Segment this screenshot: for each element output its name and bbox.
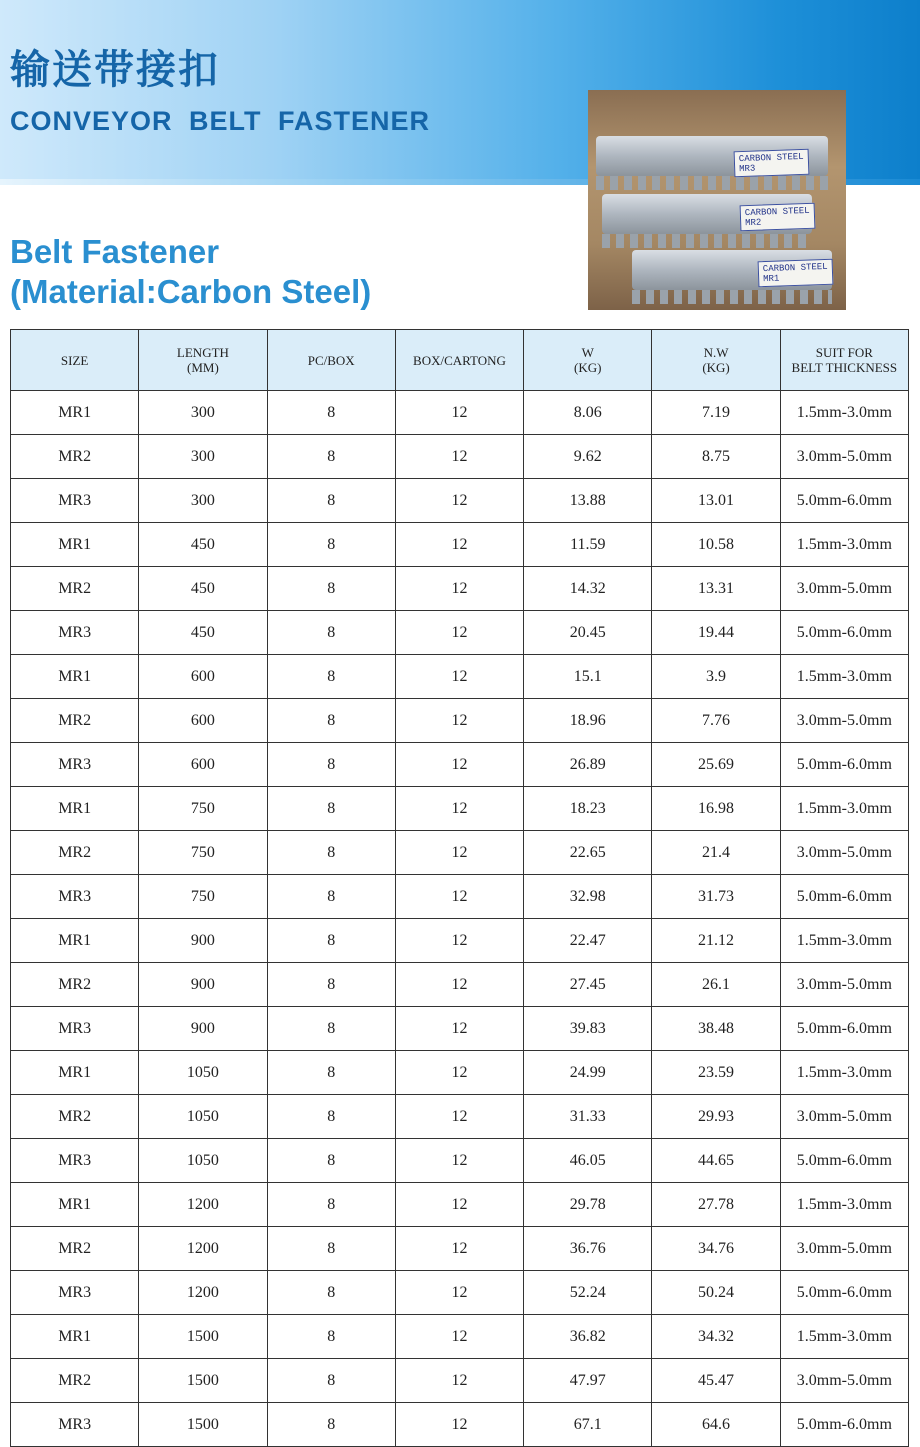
net-weight-cell: 23.59 [652,1051,780,1095]
weight-cell: 31.33 [524,1095,652,1139]
size-cell: MR1 [11,655,139,699]
net-weight-cell: 29.93 [652,1095,780,1139]
header-length: LENGTH (MM) [139,330,267,391]
size-cell: MR2 [11,1227,139,1271]
length-cell: 300 [139,391,267,435]
thickness-cell: 5.0mm-6.0mm [780,611,908,655]
thickness-cell: 1.5mm-3.0mm [780,523,908,567]
table-row [11,1359,909,1403]
thickness-cell: 1.5mm-3.0mm [780,655,908,699]
table-row [11,435,909,479]
section-title-line1: Belt Fastener [10,233,220,270]
length-cell: 1500 [139,1403,267,1447]
header-belt-thickness: SUIT FOR BELT THICKNESS [780,330,908,391]
thickness-cell: 3.0mm-5.0mm [780,1227,908,1271]
box-carton-cell: 12 [395,699,523,743]
thickness-cell: 3.0mm-5.0mm [780,435,908,479]
table-row [11,479,909,523]
size-cell: MR1 [11,391,139,435]
table-row [11,1271,909,1315]
pc-box-cell: 8 [267,1183,395,1227]
pc-box-cell: 8 [267,1403,395,1447]
size-cell: MR1 [11,523,139,567]
pc-box-cell: 8 [267,611,395,655]
weight-cell: 22.65 [524,831,652,875]
net-weight-cell: 8.75 [652,435,780,479]
label-tag-mr3: CARBON STEEL MR3 [734,149,810,178]
pc-box-cell: 8 [267,523,395,567]
header-net-weight: N.W (KG) [652,330,780,391]
size-cell: MR2 [11,699,139,743]
weight-cell: 11.59 [524,523,652,567]
box-carton-cell: 12 [395,1271,523,1315]
thickness-cell: 5.0mm-6.0mm [780,479,908,523]
pc-box-cell: 8 [267,435,395,479]
box-carton-cell: 12 [395,1007,523,1051]
weight-cell: 67.1 [524,1403,652,1447]
pc-box-cell: 8 [267,699,395,743]
page-title-chinese: 输送带接扣 [10,47,220,93]
length-cell: 750 [139,787,267,831]
size-cell: MR2 [11,1095,139,1139]
pc-box-cell: 8 [267,1007,395,1051]
box-carton-cell: 12 [395,787,523,831]
table-row [11,655,909,699]
weight-cell: 46.05 [524,1139,652,1183]
box-carton-cell: 12 [395,567,523,611]
product-photo [588,90,846,310]
label-tag-mr1: CARBON STEEL MR1 [758,259,834,288]
size-cell: MR1 [11,1051,139,1095]
net-weight-cell: 13.31 [652,567,780,611]
length-cell: 1050 [139,1095,267,1139]
pc-box-cell: 8 [267,391,395,435]
box-carton-cell: 12 [395,743,523,787]
box-carton-cell: 12 [395,523,523,567]
size-cell: MR2 [11,435,139,479]
pc-box-cell: 8 [267,479,395,523]
box-carton-cell: 12 [395,1139,523,1183]
net-weight-cell: 38.48 [652,1007,780,1051]
section-title-line2: (Material:Carbon Steel) [10,273,372,310]
net-weight-cell: 31.73 [652,875,780,919]
box-carton-cell: 12 [395,1227,523,1271]
pc-box-cell: 8 [267,1359,395,1403]
box-carton-cell: 12 [395,611,523,655]
box-carton-cell: 12 [395,1183,523,1227]
thickness-cell: 5.0mm-6.0mm [780,1271,908,1315]
table-row [11,919,909,963]
label-tag-mr2: CARBON STEEL MR2 [740,203,816,232]
pc-box-cell: 8 [267,1227,395,1271]
thickness-cell: 1.5mm-3.0mm [780,1183,908,1227]
size-cell: MR3 [11,743,139,787]
net-weight-cell: 7.19 [652,391,780,435]
weight-cell: 8.06 [524,391,652,435]
length-cell: 1200 [139,1227,267,1271]
pc-box-cell: 8 [267,1051,395,1095]
thickness-cell: 3.0mm-5.0mm [780,567,908,611]
size-cell: MR2 [11,963,139,1007]
table-row [11,1051,909,1095]
weight-cell: 9.62 [524,435,652,479]
pc-box-cell: 8 [267,875,395,919]
length-cell: 900 [139,919,267,963]
weight-cell: 39.83 [524,1007,652,1051]
pc-box-cell: 8 [267,963,395,1007]
length-cell: 1500 [139,1315,267,1359]
pc-box-cell: 8 [267,1095,395,1139]
length-cell: 600 [139,655,267,699]
table-body [11,391,909,1447]
length-cell: 1500 [139,1359,267,1403]
pc-box-cell: 8 [267,743,395,787]
size-cell: MR1 [11,1315,139,1359]
table-row [11,611,909,655]
net-weight-cell: 3.9 [652,655,780,699]
size-cell: MR3 [11,611,139,655]
pc-box-cell: 8 [267,1315,395,1359]
header-weight: W (KG) [524,330,652,391]
thickness-cell: 1.5mm-3.0mm [780,1051,908,1095]
pc-box-cell: 8 [267,567,395,611]
thickness-cell: 5.0mm-6.0mm [780,1139,908,1183]
size-cell: MR2 [11,831,139,875]
thickness-cell: 1.5mm-3.0mm [780,391,908,435]
length-cell: 900 [139,963,267,1007]
spec-table [10,329,909,1447]
table-header-row [11,330,909,391]
net-weight-cell: 10.58 [652,523,780,567]
net-weight-cell: 26.1 [652,963,780,1007]
thickness-cell: 3.0mm-5.0mm [780,1359,908,1403]
size-cell: MR3 [11,1403,139,1447]
thickness-cell: 1.5mm-3.0mm [780,919,908,963]
weight-cell: 22.47 [524,919,652,963]
weight-cell: 18.23 [524,787,652,831]
size-cell: MR1 [11,1183,139,1227]
section-title [10,232,371,312]
box-carton-cell: 12 [395,479,523,523]
thickness-cell: 5.0mm-6.0mm [780,1007,908,1051]
thickness-cell: 5.0mm-6.0mm [780,875,908,919]
thickness-cell: 3.0mm-5.0mm [780,1095,908,1139]
table-row [11,1095,909,1139]
box-carton-cell: 12 [395,1403,523,1447]
header-pc-box: PC/BOX [267,330,395,391]
thickness-cell: 3.0mm-5.0mm [780,831,908,875]
net-weight-cell: 16.98 [652,787,780,831]
size-cell: MR3 [11,875,139,919]
weight-cell: 13.88 [524,479,652,523]
weight-cell: 52.24 [524,1271,652,1315]
box-carton-cell: 12 [395,1315,523,1359]
box-carton-cell: 12 [395,963,523,1007]
net-weight-cell: 21.4 [652,831,780,875]
net-weight-cell: 21.12 [652,919,780,963]
net-weight-cell: 25.69 [652,743,780,787]
size-cell: MR3 [11,1007,139,1051]
length-cell: 600 [139,743,267,787]
thickness-cell: 1.5mm-3.0mm [780,787,908,831]
length-cell: 750 [139,875,267,919]
length-cell: 1200 [139,1271,267,1315]
length-cell: 450 [139,523,267,567]
size-cell: MR1 [11,919,139,963]
box-carton-cell: 12 [395,435,523,479]
net-weight-cell: 7.76 [652,699,780,743]
net-weight-cell: 44.65 [652,1139,780,1183]
table-row [11,963,909,1007]
pc-box-cell: 8 [267,1139,395,1183]
pc-box-cell: 8 [267,655,395,699]
table-row [11,1139,909,1183]
page-title-english: CONVEYOR BELT FASTENER [10,106,431,136]
length-cell: 1200 [139,1183,267,1227]
pc-box-cell: 8 [267,787,395,831]
weight-cell: 15.1 [524,655,652,699]
size-cell: MR2 [11,567,139,611]
thickness-cell: 3.0mm-5.0mm [780,699,908,743]
length-cell: 450 [139,611,267,655]
net-weight-cell: 19.44 [652,611,780,655]
weight-cell: 18.96 [524,699,652,743]
table-row [11,831,909,875]
table-row [11,523,909,567]
table-row [11,875,909,919]
pc-box-cell: 8 [267,831,395,875]
length-cell: 750 [139,831,267,875]
length-cell: 1050 [139,1139,267,1183]
size-cell: MR2 [11,1359,139,1403]
table-row [11,391,909,435]
weight-cell: 24.99 [524,1051,652,1095]
box-carton-cell: 12 [395,391,523,435]
table-row [11,1007,909,1051]
weight-cell: 20.45 [524,611,652,655]
size-cell: MR3 [11,479,139,523]
weight-cell: 36.76 [524,1227,652,1271]
table-row [11,1403,909,1447]
length-cell: 1050 [139,1051,267,1095]
weight-cell: 32.98 [524,875,652,919]
box-carton-cell: 12 [395,1051,523,1095]
table-row [11,787,909,831]
net-weight-cell: 27.78 [652,1183,780,1227]
weight-cell: 26.89 [524,743,652,787]
weight-cell: 47.97 [524,1359,652,1403]
pc-box-cell: 8 [267,919,395,963]
box-carton-cell: 12 [395,919,523,963]
size-cell: MR3 [11,1139,139,1183]
table-row [11,567,909,611]
net-weight-cell: 64.6 [652,1403,780,1447]
net-weight-cell: 13.01 [652,479,780,523]
table-row [11,1315,909,1359]
length-cell: 450 [139,567,267,611]
pc-box-cell: 8 [267,1271,395,1315]
box-carton-cell: 12 [395,831,523,875]
box-carton-cell: 12 [395,1359,523,1403]
net-weight-cell: 34.76 [652,1227,780,1271]
header-size: SIZE [11,330,139,391]
box-carton-cell: 12 [395,1095,523,1139]
thickness-cell: 5.0mm-6.0mm [780,743,908,787]
thickness-cell: 1.5mm-3.0mm [780,1315,908,1359]
size-cell: MR3 [11,1271,139,1315]
box-carton-cell: 12 [395,875,523,919]
header-box-carton: BOX/CARTONG [395,330,523,391]
weight-cell: 36.82 [524,1315,652,1359]
net-weight-cell: 50.24 [652,1271,780,1315]
length-cell: 300 [139,435,267,479]
length-cell: 900 [139,1007,267,1051]
table-row [11,743,909,787]
thickness-cell: 3.0mm-5.0mm [780,963,908,1007]
length-cell: 600 [139,699,267,743]
net-weight-cell: 34.32 [652,1315,780,1359]
thickness-cell: 5.0mm-6.0mm [780,1403,908,1447]
weight-cell: 27.45 [524,963,652,1007]
length-cell: 300 [139,479,267,523]
weight-cell: 14.32 [524,567,652,611]
net-weight-cell: 45.47 [652,1359,780,1403]
box-carton-cell: 12 [395,655,523,699]
weight-cell: 29.78 [524,1183,652,1227]
table-row [11,1227,909,1271]
table-row [11,1183,909,1227]
size-cell: MR1 [11,787,139,831]
table-row [11,699,909,743]
